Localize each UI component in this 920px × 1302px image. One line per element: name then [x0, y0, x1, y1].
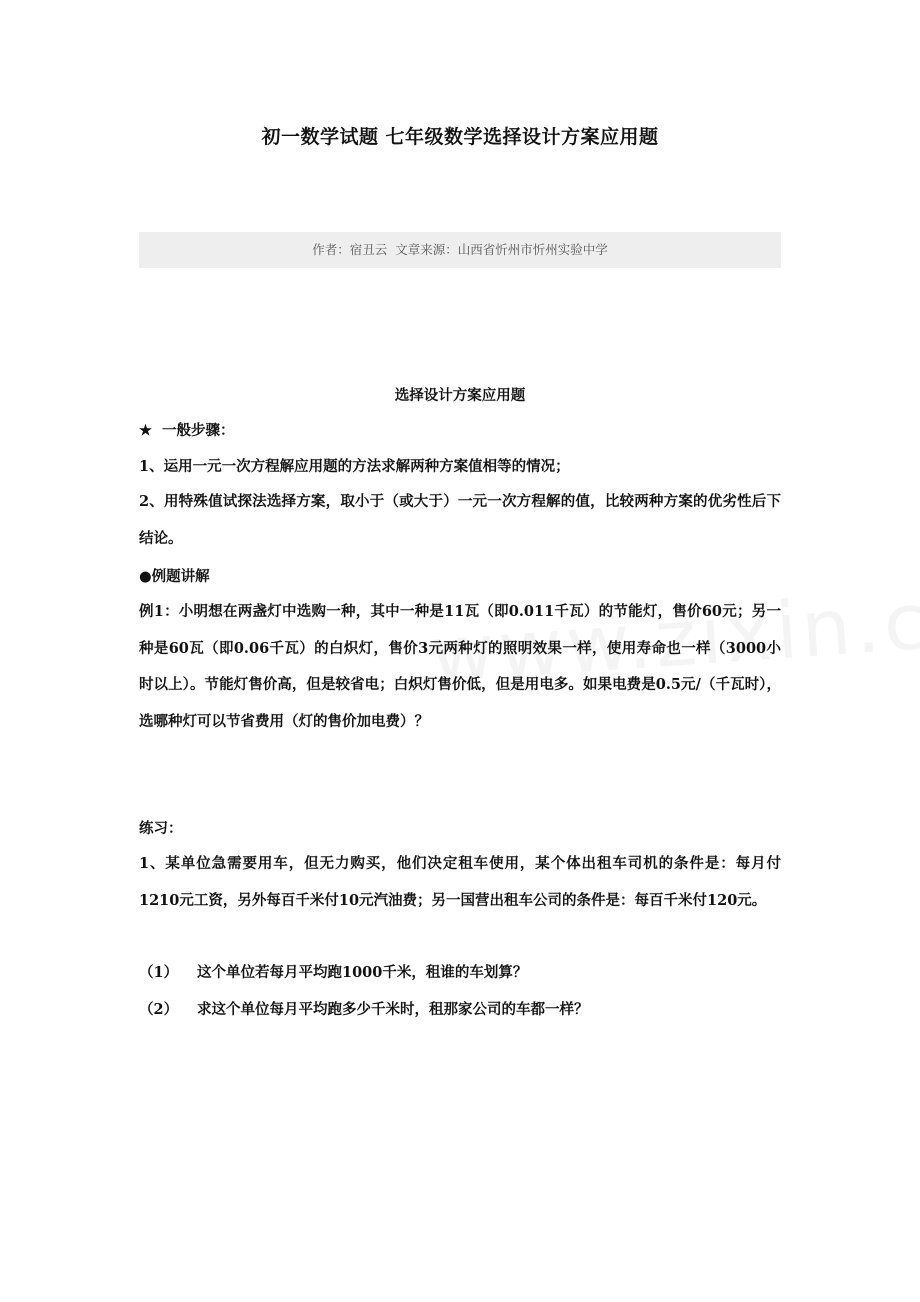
step-item-2	[139, 484, 781, 557]
step-item-1: 1、运用一元一次方程解应用题的方法求解两种方案值相等的情况；	[139, 458, 570, 475]
question-1-text: 这个单位若每月平均跑1000千米，租谁的车划算？	[197, 964, 528, 981]
question-2-text: 求这个单位每月平均跑多少千米时，租那家公司的车都一样？	[197, 1001, 589, 1018]
section-title: 选择设计方案应用题	[394, 387, 526, 404]
practice-problem-1	[139, 846, 781, 919]
steps-heading	[139, 420, 781, 441]
author-label: 作者：宿丑云	[312, 242, 388, 257]
example-1	[139, 594, 781, 740]
question-1-number: （1）	[139, 964, 179, 981]
question-2	[139, 999, 781, 1020]
step-item-2-text: 2、用特殊值试探法选择方案，取小于（或大于）一元一次方程解的值，比较两种方案的优劣性后下结论。	[139, 493, 781, 547]
star-icon: ★	[139, 422, 152, 439]
source-label: 文章来源：山西省忻州市忻州实验中学	[395, 242, 608, 257]
question-1	[139, 962, 781, 983]
example-1-text: 例1：小明想在两盏灯中选购一种，其中一种是11瓦（即0.011千瓦）的节能灯，售价60元；另一种是60瓦（即0.06千瓦）的白炽灯，售价3元两种灯的照明效果一样，使用寿命也一样（3000小时以上）。节能灯售价高，但是较省电；白炽灯售价低，但是用电多。如果电费是0.5元/（千瓦时），选哪种灯可以节省费用（灯的售价加电费）？	[139, 603, 781, 730]
steps-heading-label: 一般步骤：	[162, 422, 235, 439]
page-title: 初一数学试题 七年级数学选择设计方案应用题	[261, 126, 659, 148]
article-meta-bar	[139, 232, 781, 268]
practice-problem-1-text: 1、某单位急需要用车，但无力购买，他们决定租车使用，某个体出租车司机的条件是：每月付1210元工资，另外每百千米付10元汽油费；另一国营出租车公司的条件是：每百千米付120元。	[139, 855, 781, 909]
practice-heading: 练习：	[139, 820, 183, 837]
example-heading: ●例题讲解	[139, 568, 210, 585]
question-2-number: （2）	[139, 1001, 179, 1018]
